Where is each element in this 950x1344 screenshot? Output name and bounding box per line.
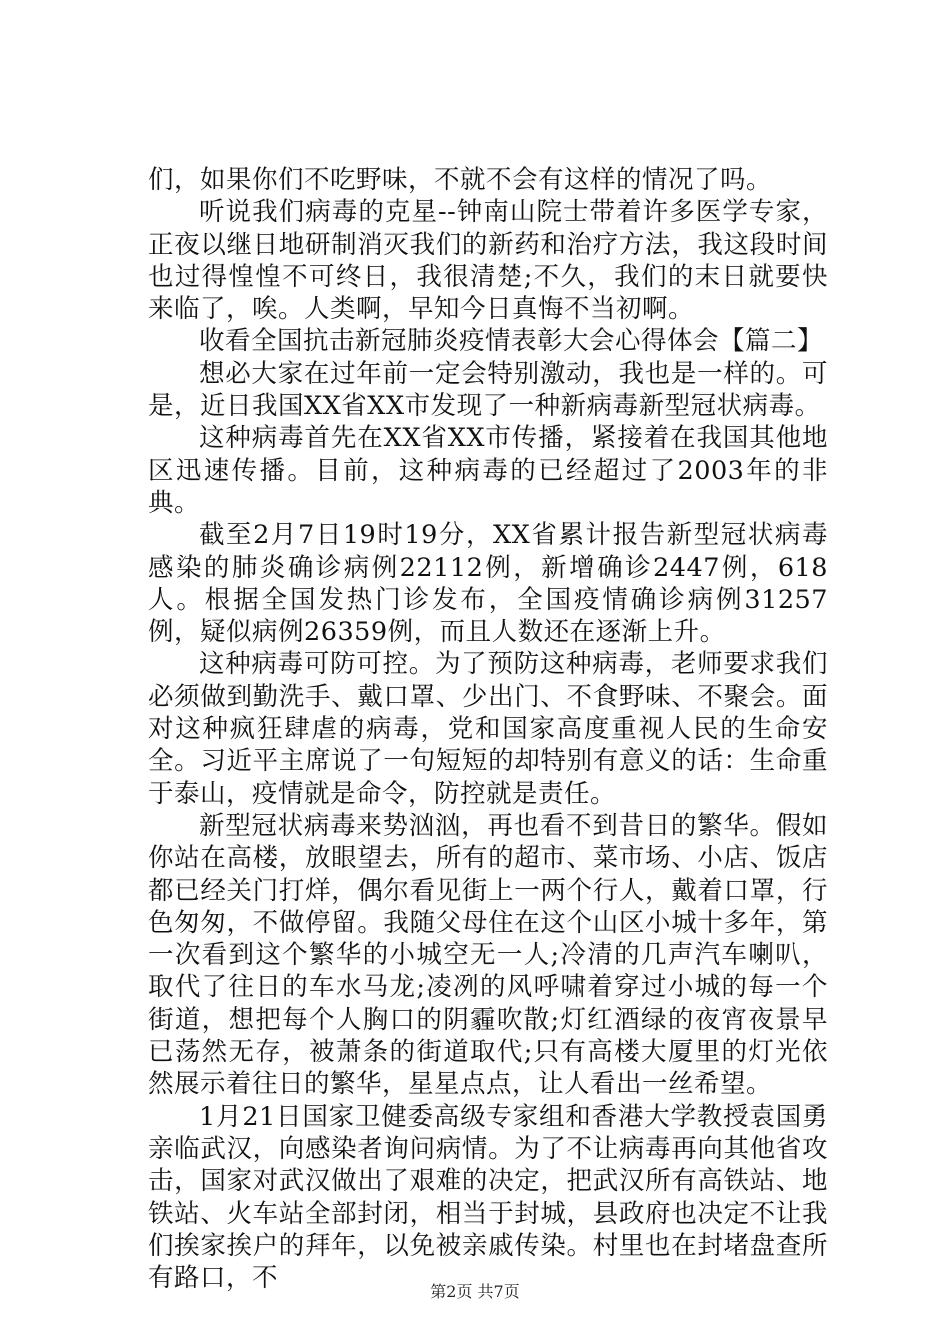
section-heading: 收看全国抗击新冠肺炎疫情表彰大会心得体会【篇二】	[199, 326, 824, 357]
paragraph: 想必大家在过年前一定会特别激动，我也是一样的。可是，近日我国XX省XX市发现了一种新病毒新型冠状病毒。	[148, 358, 828, 422]
paragraph: 1月21日国家卫健委高级专家组和香港大学教授袁国勇亲临武汉，向感染者询问病情。为了不让病毒再向其他省攻击，国家对武汉做出了艰难的决定，把武汉所有高铁站、地铁站、火车站全部封闭，相当于封城，县政府也决定不让我们挨家挨户的拜年，以免被亲戚传染。村里也在封堵盘查所有路口，不	[148, 1101, 828, 1294]
document-body	[148, 164, 828, 1294]
paragraph: 新型冠状病毒来势汹汹，再也看不到昔日的繁华。假如你站在高楼，放眼望去，所有的超市、菜市场、小店、饭店都已经关门打烊，偶尔看见街上一两个行人，戴着口罩，行色匆匆，不做停留。我随父母住在这个山区小城十多年，第一次看到这个繁华的小城空无一人;冷清的几声汽车喇叭，取代了往日的车水马龙;凌冽的风呼啸着穿过小城的每一个街道，想把每个人胸口的阴霾吹散;灯红酒绿的夜宵夜景早已荡然无存，被萧条的街道取代;只有高楼大厦里的灯光依然展示着往日的繁华，星星点点，让人看出一丝希望。	[148, 810, 828, 1100]
paragraph: 听说我们病毒的克星--钟南山院士带着许多医学专家，正夜以继日地研制消灭我们的新药和治疗方法，我这段时间也过得惶惶不可终日，我很清楚;不久，我们的末日就要快来临了，唉。人类啊，早知今日真悔不当初啊。	[148, 197, 828, 325]
paragraph: 这种病毒可防可控。为了预防这种病毒，老师要求我们必须做到勤洗手、戴口罩、少出门、不食野味、不聚会。面对这种疯狂肆虐的病毒，党和国家高度重视人民的生命安全。习近平主席说了一句短短的却特别有意义的话：生命重于泰山，疫情就是命令，防控就是责任。	[148, 649, 828, 809]
paragraph-continued: 们，如果你们不吃野味，不就不会有这样的情况了吗。	[148, 165, 773, 195]
paragraph: 这种病毒首先在XX省XX市传播，紧接着在我国其他地区迅速传播。目前，这种病毒的已经超过了2003年的非典。	[148, 423, 828, 518]
page-number-footer: 第2页 共7页	[430, 1282, 520, 1301]
paragraph: 截至2月7日19时19分，XX省累计报告新型冠状病毒感染的肺炎确诊病例22112例，新增确诊2447例，618人。根据全国发热门诊发布，全国疫情确诊病例31257例，疑似病例26359例，而且人数还在逐渐上升。	[148, 520, 828, 648]
